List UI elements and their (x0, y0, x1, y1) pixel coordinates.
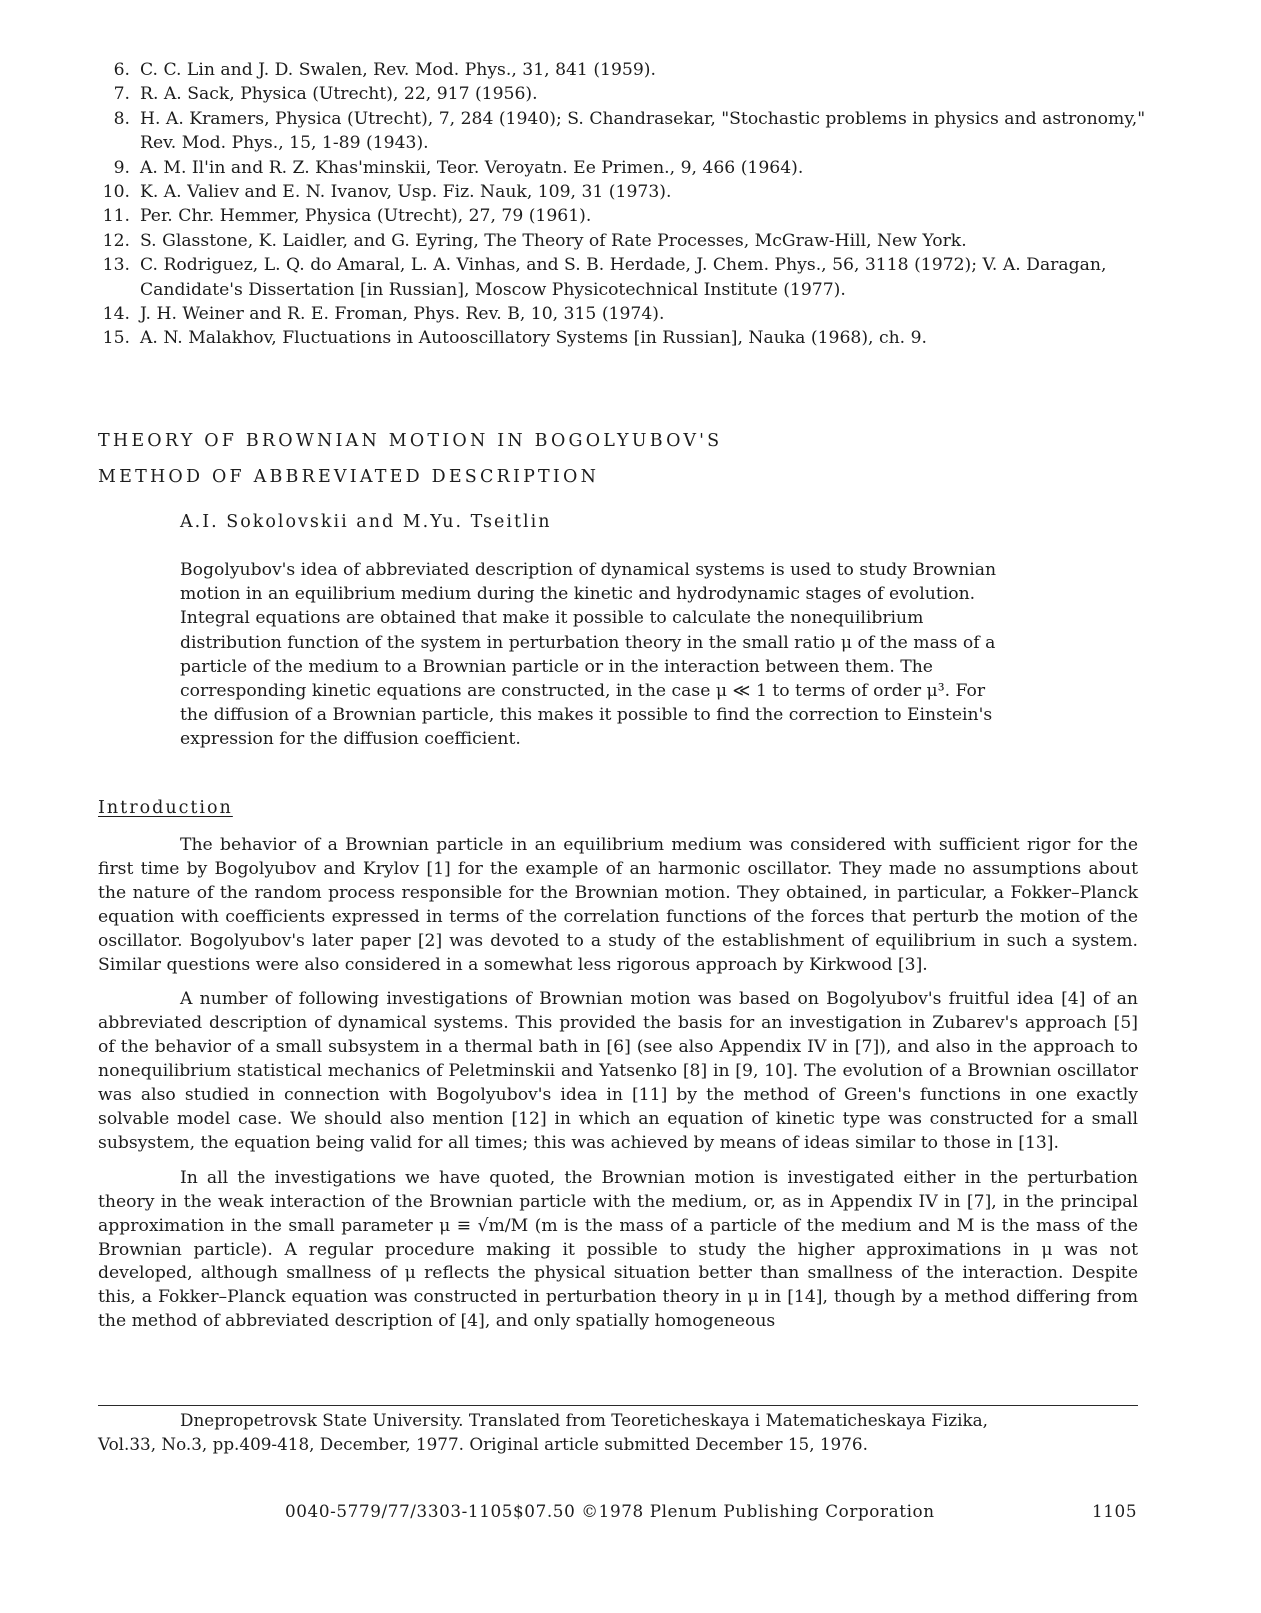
footnote (98, 1409, 1138, 1456)
reference-item (100, 302, 1180, 326)
reference-item (100, 58, 1180, 82)
reference-list (100, 58, 1180, 351)
reference-item (100, 82, 1180, 106)
reference-item (100, 326, 1180, 350)
article-body (98, 834, 1138, 1345)
reference-item (100, 107, 1180, 156)
article-title-line: METHOD OF ABBREVIATED DESCRIPTION (98, 467, 600, 487)
article-authors: A.I. Sokolovskii and M.Yu. Tseitlin (180, 512, 552, 532)
reference-item (100, 204, 1180, 228)
reference-text: A. N. Malakhov, Fluctuations in Autooscillatory Systems [in Russian], Nauka (1968), ch. 9. (140, 328, 927, 349)
body-paragraph: A number of following investigations of Brownian motion was based on Bogolyubov's fruitful idea [4] of an abbreviated description of dynamical systems. This provided the basis for an investigation in Zubarev's approach [5] of the behavior of a small subsystem in a thermal bath in [6] (see also Appendix IV in [7]), and also in the approach to nonequilibrium statistical mechanics of Peletminskii and Yatsenko [8] in [9, 10]. The evolution of a Brownian oscillator was also studied in connection with Bogolyubov's idea in [11] by the method of Green's functions in one exactly solvable model case. We should also mention [12] in which an equation of kinetic type was constructed for a small subsystem, the equation being valid for all times; this was achieved by means of ideas similar to those in [13]. (98, 989, 1138, 1153)
footnote-line: Dnepropetrovsk State University. Translated from Teoreticheskaya i Matematicheskaya Fizika, (180, 1410, 988, 1430)
reference-number: 7. (113, 84, 130, 105)
reference-number: 14. (102, 304, 130, 325)
article-title-line: THEORY OF BROWNIAN MOTION IN BOGOLYUBOV'S (98, 431, 723, 451)
reference-item (100, 180, 1180, 204)
reference-text: J. H. Weiner and R. E. Froman, Phys. Rev. B, 10, 315 (1974). (140, 304, 665, 325)
article-abstract: Bogolyubov's idea of abbreviated description of dynamical systems is used to study Brownian motion in an equilibrium medium during the kinetic and hydrodynamic stages of evolution. Integral equations are obtained that make it possible to calculate the nonequilibrium distribution function of the system in perturbation theory in the small ratio μ of the mass of a particle of the medium to a Brownian particle or in the interaction between them. The corresponding kinetic equations are constructed, in the case μ ≪ 1 to terms of order μ³. For the diffusion of a Brownian particle, this makes it possible to find the correction to Einstein's expression for the diffusion coefficient. (180, 560, 997, 750)
reference-number: 10. (102, 182, 130, 203)
footnote-line: Vol.33, No.3, pp.409-418, December, 1977. Original article submitted December 15, 1976. (98, 1433, 868, 1454)
reference-text: C. Rodriguez, L. Q. do Amaral, L. A. Vinhas, and S. B. Herdade, J. Chem. Phys., 56, 3118 (1972); V. A. Daragan, Candidate's Dissertation [in Russian], Moscow Physicotechnical Institute (1977). (140, 255, 1107, 300)
page-number: 1105 (1092, 1501, 1138, 1521)
reference-text: H. A. Kramers, Physica (Utrecht), 7, 284 (1940); S. Chandrasekar, "Stochastic problems in physics and astronomy," Rev. Mod. Phys., 15, 1-89 (1943). (140, 108, 1146, 154)
reference-item (100, 156, 1180, 180)
article-title (98, 423, 722, 495)
copyright-line: 0040-5779/77/3303-1105$07.50 ©1978 Plenum Publishing Corporation (285, 1501, 935, 1521)
reference-text: C. C. Lin and J. D. Swalen, Rev. Mod. Phys., 31, 841 (1959). (140, 60, 656, 80)
reference-text: A. M. Il'in and R. Z. Khas'minskii, Teor. Veroyatn. Ee Primen., 9, 466 (1964). (140, 157, 804, 178)
footnote-divider (98, 1405, 1138, 1406)
reference-number: 8. (113, 108, 130, 129)
reference-number: 9. (113, 157, 130, 178)
body-paragraph: In all the investigations we have quoted, the Brownian motion is investigated either in the perturbation theory in the weak interaction of the Brownian particle with the medium, or, as in Appendix IV in [7], in the principal approximation in the small parameter μ ≡ √m/M (m is the mass of a particle of the medium and M is the mass of the Brownian particle). A regular procedure making it possible to study the higher approximations in μ was not developed, although smallness of μ reflects the physical situation better than smallness of the interaction. Despite this, a Fokker–Planck equation was constructed in perturbation theory in μ in [14], though by a method differing from the method of abbreviated description of [4], and only spatially homogeneous (98, 1167, 1138, 1332)
reference-number: 6. (113, 60, 130, 80)
reference-number: 11. (102, 206, 130, 227)
reference-text: K. A. Valiev and E. N. Ivanov, Usp. Fiz. Nauk, 109, 31 (1973). (140, 182, 672, 203)
section-heading: Introduction (98, 798, 233, 818)
reference-number: 15. (102, 328, 130, 349)
body-paragraph: The behavior of a Brownian particle in an equilibrium medium was considered with sufficient rigor for the first time by Bogolyubov and Krylov [1] for the example of an harmonic oscillator. They made no assumptions about the nature of the random process responsible for the Brownian motion. They obtained, in particular, a Fokker–Planck equation with coefficients expressed in terms of the correlation functions of the forces that perturb the motion of the oscillator. Bogolyubov's later paper [2] was devoted to a study of the establishment of equilibrium in such a system. Similar questions were also considered in a somewhat less rigorous approach by Kirkwood [3]. (98, 835, 1138, 975)
reference-item (100, 253, 1180, 302)
reference-number: 13. (102, 255, 130, 276)
reference-text: S. Glasstone, K. Laidler, and G. Eyring, The Theory of Rate Processes, McGraw-Hill, New York. (140, 230, 967, 251)
reference-item (100, 229, 1180, 253)
reference-number: 12. (102, 230, 130, 251)
reference-text: Per. Chr. Hemmer, Physica (Utrecht), 27, 79 (1961). (140, 206, 592, 227)
reference-text: R. A. Sack, Physica (Utrecht), 22, 917 (1956). (140, 84, 538, 105)
